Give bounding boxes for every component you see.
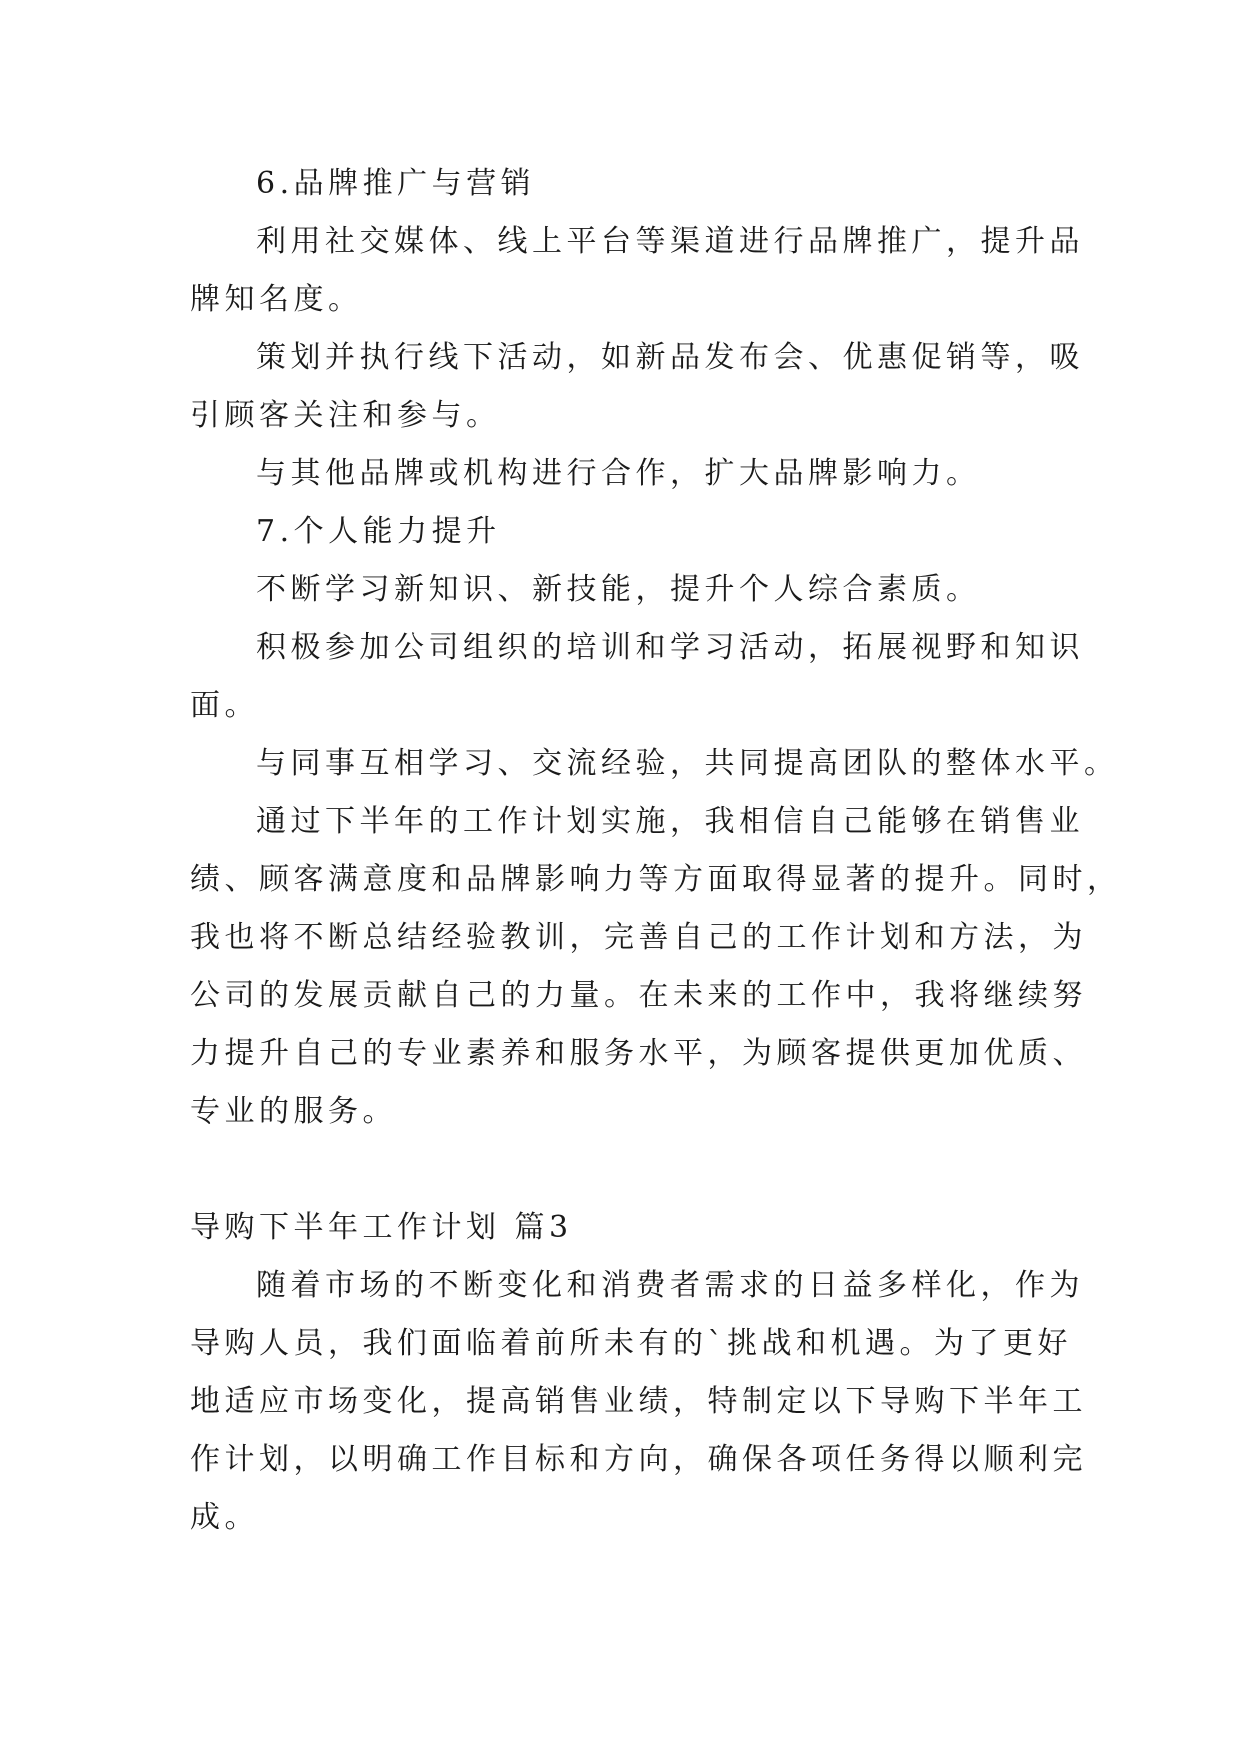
paragraph-line: 地适应市场变化，提高销售业绩，特制定以下导购下半年工 <box>190 1384 1087 1419</box>
article-title: 导购下半年工作计划 篇3 <box>190 1210 573 1245</box>
section-heading-personal-growth: 7.个人能力提升 <box>256 514 501 549</box>
paragraph-line: 引顾客关注和参与。 <box>190 398 501 433</box>
paragraph-line: 力提升自己的专业素养和服务水平，为顾客提供更加优质、 <box>190 1036 1087 1071</box>
paragraph-line: 利用社交媒体、线上平台等渠道进行品牌推广，提升品 <box>256 224 1084 259</box>
paragraph-line: 我也将不断总结经验教训，完善自己的工作计划和方法，为 <box>190 920 1087 955</box>
paragraph-line: 面。 <box>190 688 259 723</box>
paragraph-line: 成。 <box>190 1500 259 1535</box>
paragraph-line: 导购人员，我们面临着前所未有的`挑战和机遇。为了更好 <box>190 1326 1072 1361</box>
paragraph-line: 作计划，以明确工作目标和方向，确保各项任务得以顺利完 <box>190 1442 1087 1477</box>
paragraph-line: 牌知名度。 <box>190 282 363 317</box>
paragraph-line: 不断学习新知识、新技能，提升个人综合素质。 <box>256 572 981 607</box>
paragraph-line: 策划并执行线下活动，如新品发布会、优惠促销等，吸 <box>256 340 1084 375</box>
paragraph-line: 积极参加公司组织的培训和学习活动，拓展视野和知识 <box>256 630 1084 665</box>
paragraph-line: 通过下半年的工作计划实施，我相信自己能够在销售业 <box>256 804 1084 839</box>
paragraph-line: 绩、顾客满意度和品牌影响力等方面取得显著的提升。同时， <box>190 862 1122 897</box>
section-heading-brand-promotion: 6.品牌推广与营销 <box>256 166 536 201</box>
paragraph-line: 公司的发展贡献自己的力量。在未来的工作中，我将继续努 <box>190 978 1087 1013</box>
paragraph-line: 专业的服务。 <box>190 1094 397 1129</box>
paragraph-line: 与其他品牌或机构进行合作，扩大品牌影响力。 <box>256 456 981 491</box>
paragraph-line: 与同事互相学习、交流经验，共同提高团队的整体水平。 <box>256 746 1119 781</box>
paragraph-line: 随着市场的不断变化和消费者需求的日益多样化，作为 <box>256 1268 1084 1303</box>
